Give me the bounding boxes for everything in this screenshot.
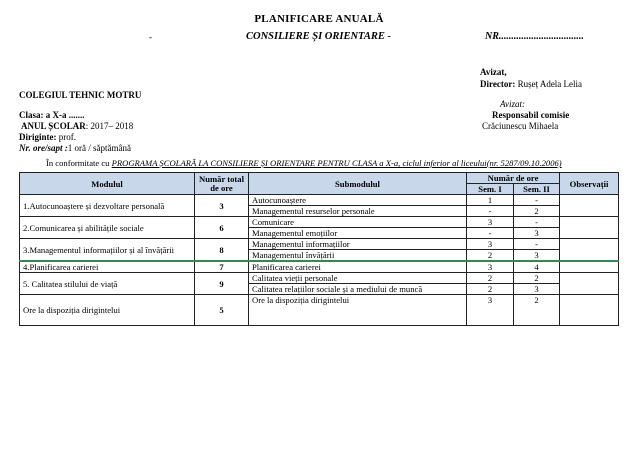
sem2-hours: 2 xyxy=(514,295,560,326)
hours-label: Nr. ore/sapt : xyxy=(19,143,68,153)
school-year-label: ANUL ȘCOLAR xyxy=(21,121,86,131)
submodule-name: Managementul resurselor personale xyxy=(249,206,467,217)
header-sem1: Sem. I xyxy=(467,184,514,195)
sem1-hours: - xyxy=(467,206,514,217)
submodule-name: Autocunoaștere xyxy=(249,195,467,206)
diriginte-line xyxy=(19,132,76,142)
module-name: 4.Planificarea carierei xyxy=(20,261,195,273)
module-name: 3.Managementul informațiilor și al învățării xyxy=(20,239,195,262)
header-submodul: Submodulul xyxy=(249,173,467,195)
director-label: Director: xyxy=(480,79,516,89)
module-hours: 3 xyxy=(195,195,249,217)
submodule-name: Calitatea relațiilor sociale și a mediului de muncă xyxy=(249,284,467,295)
class-label: Clasa: a X-a ....... xyxy=(19,110,85,120)
sem1-hours: 3 xyxy=(467,239,514,250)
sem1-hours: - xyxy=(467,228,514,239)
table-row xyxy=(20,273,619,284)
table-row xyxy=(20,261,619,273)
hours-value: 1 oră / săptămână xyxy=(67,143,131,153)
module-hours: 8 xyxy=(195,239,249,262)
submodule-name: Managementul învățării xyxy=(249,250,467,262)
observations-cell xyxy=(560,217,619,239)
table-row xyxy=(20,239,619,250)
conformity-line xyxy=(46,158,562,168)
conformity-program: PROGRAMA ȘCOLARĂ LA CONSILIERE ȘI ORIENTARE PENTRU CLASA a X-a, ciclul inferior al liceului(nr. 5287/09.10.2006) xyxy=(111,158,562,168)
observations-cell xyxy=(560,295,619,326)
module-hours: 6 xyxy=(195,217,249,239)
header-sem2: Sem. II xyxy=(514,184,560,195)
sem1-hours: 1 xyxy=(467,195,514,206)
module-name: 2.Comunicarea și abilitățile sociale xyxy=(20,217,195,239)
submodule-name: Comunicare xyxy=(249,217,467,228)
submodule-name: Managementul emoțiilor xyxy=(249,228,467,239)
school-year-line xyxy=(21,121,133,131)
conformity-prefix: În conformitate cu xyxy=(46,158,112,168)
header-modul: Modulul xyxy=(20,173,195,195)
responsabil-label: Responsabil comisie xyxy=(492,110,570,120)
school-name: COLEGIUL TEHNIC MOTRU xyxy=(19,90,142,100)
sem2-hours: - xyxy=(514,217,560,228)
module-hours: 5 xyxy=(195,295,249,326)
hours-line xyxy=(19,143,131,153)
table-header xyxy=(20,173,619,195)
subtitle-dash: - xyxy=(149,32,152,42)
sem2-hours: 3 xyxy=(514,284,560,295)
module-hours: 9 xyxy=(195,273,249,295)
header-numar-ore: Număr de ore xyxy=(467,173,560,184)
director-line xyxy=(480,79,582,89)
sem2-hours: - xyxy=(514,239,560,250)
sem2-hours: 3 xyxy=(514,228,560,239)
table-row xyxy=(20,195,619,206)
observations-cell xyxy=(560,239,619,262)
observations-cell xyxy=(560,273,619,295)
director-name: Rușeț Adela Lelia xyxy=(517,79,583,89)
avizat-second-label: Avizat: xyxy=(500,99,525,109)
planning-table xyxy=(19,172,619,326)
table-row xyxy=(20,295,619,326)
header-observatii: Observații xyxy=(560,173,619,195)
header-numar-total: Număr total de ore xyxy=(195,173,249,195)
module-name: 5. Calitatea stilului de viață xyxy=(20,273,195,295)
sem2-hours: 3 xyxy=(514,250,560,262)
submodule-name: Calitatea vieții personale xyxy=(249,273,467,284)
school-year-value: : 2017– 2018 xyxy=(85,121,134,131)
sem2-hours: 4 xyxy=(514,261,560,273)
sem1-hours: 3 xyxy=(467,295,514,326)
sem1-hours: 2 xyxy=(467,250,514,262)
diriginte-value: prof. xyxy=(56,132,76,142)
sem1-hours: 2 xyxy=(467,273,514,284)
responsabil-name: Crăciunescu Mihaela xyxy=(482,121,559,131)
module-name: Ore la dispoziția dirigintelui xyxy=(20,295,195,326)
sem1-hours: 3 xyxy=(467,261,514,273)
sem2-hours: 2 xyxy=(514,206,560,217)
table-row xyxy=(20,217,619,228)
observations-cell xyxy=(560,261,619,273)
submodule-name: Ore la dispoziția dirigintelui xyxy=(249,295,467,326)
module-name: 1.Autocunoaștere și dezvoltare personală xyxy=(20,195,195,217)
submodule-name: Planificarea carierei xyxy=(249,261,467,273)
observations-cell xyxy=(560,195,619,217)
sem2-hours: 2 xyxy=(514,273,560,284)
sem1-hours: 3 xyxy=(467,217,514,228)
page-subtitle: CONSILIERE ȘI ORIENTARE - xyxy=(246,31,392,42)
sem1-hours: 2 xyxy=(467,284,514,295)
sem2-hours: - xyxy=(514,195,560,206)
avizat-label: Avizat, xyxy=(480,67,507,77)
diriginte-label: Diriginte: xyxy=(19,132,57,142)
submodule-name: Managementul informațiilor xyxy=(249,239,467,250)
registration-number: NR.................................. xyxy=(485,31,584,42)
module-hours: 7 xyxy=(195,261,249,273)
page-title: PLANIFICARE ANUALĂ xyxy=(254,13,384,25)
